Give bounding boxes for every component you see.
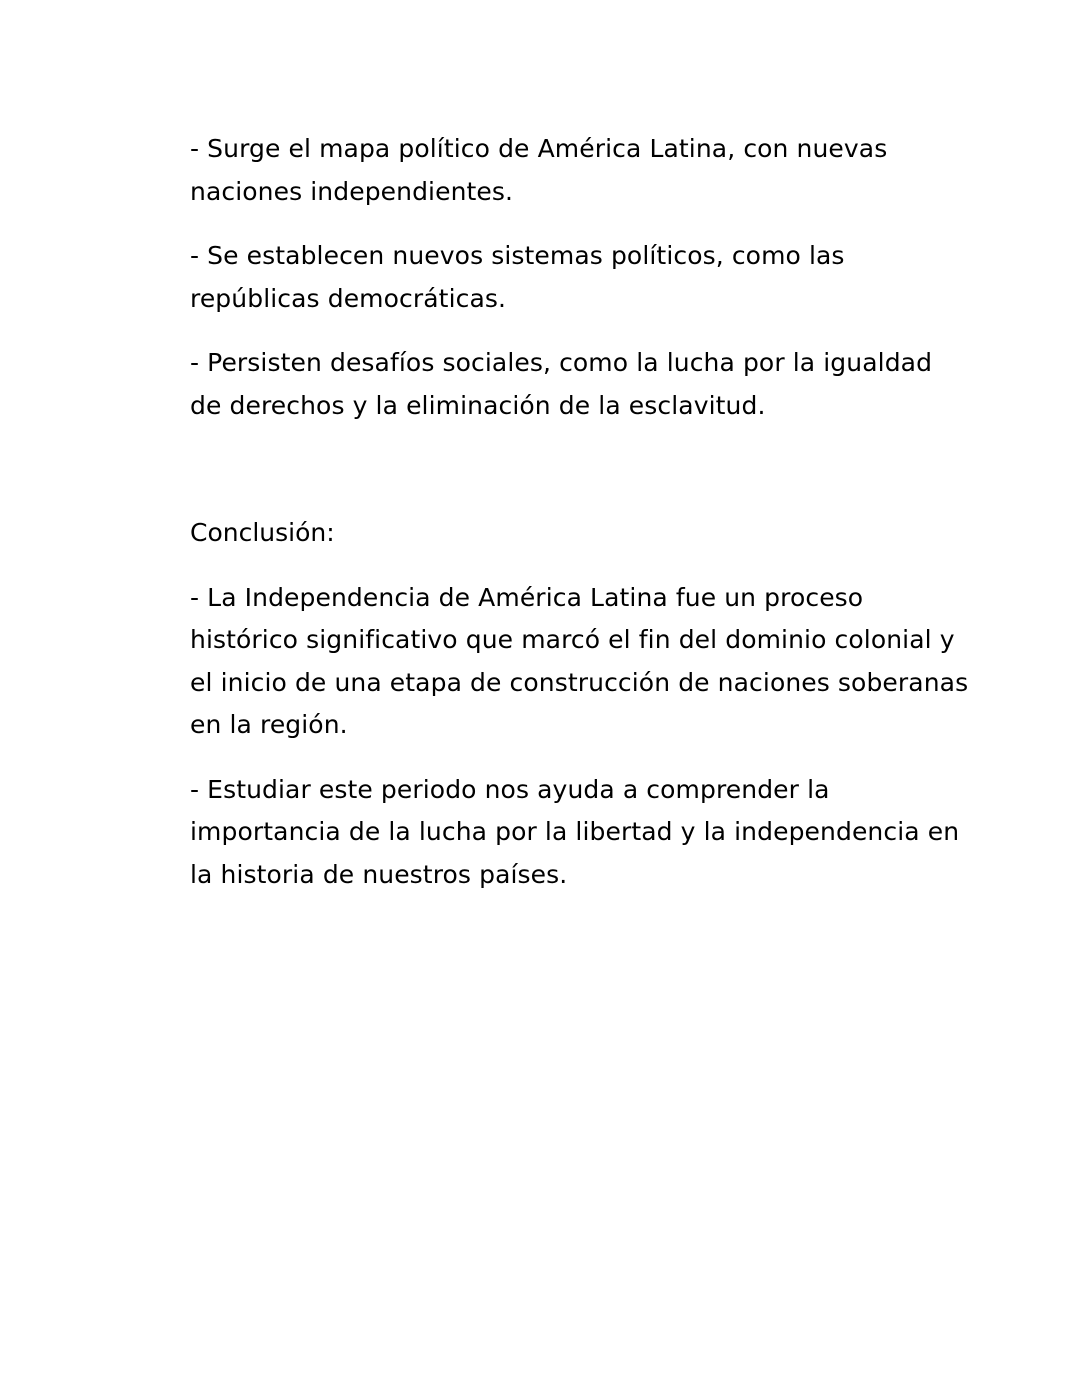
conclusion-point-1: - La Independencia de América Latina fue un proceso histórico significativo que marcó el fin del dominio colonial y el inicio de una etapa de construcción de naciones soberanas en la región.	[190, 582, 969, 739]
conclusion-heading: Conclusión:	[190, 518, 335, 547]
section-spacer	[190, 449, 970, 512]
conclusion-point-2: - Estudiar este periodo nos ayuda a comprender la importancia de la lucha por la libertad y la independencia en la historia de nuestros países.	[190, 774, 960, 889]
intro-point-1: - Surge el mapa político de América Latina, con nuevas naciones independientes.	[190, 134, 888, 206]
intro-point-3: - Persisten desafíos sociales, como la lucha por la igualdad de derechos y la eliminación de la esclavitud.	[190, 348, 933, 420]
intro-point-2: - Se establecen nuevos sistemas políticos, como las repúblicas democráticas.	[190, 241, 845, 313]
document-body	[190, 128, 970, 918]
